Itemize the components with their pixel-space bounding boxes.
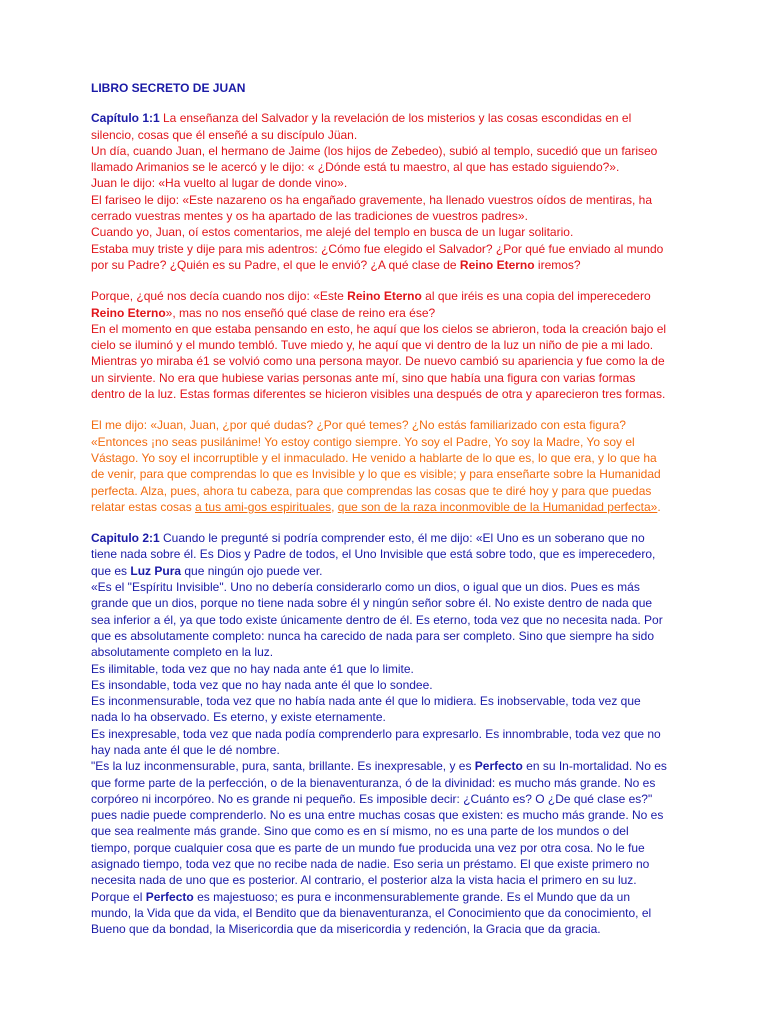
paragraph-gap: [91, 273, 670, 288]
paragraph: [91, 241, 670, 274]
paragraph: Un día, cuando Juan, el hermano de Jaime (los hijos de Zebedeo), subió al templo, sucedió que un fariseo llamado Arimanios se le acercó y le dijo: « ¿Dónde está tu maestro, al que has estado siguiendo?».: [91, 143, 658, 175]
paragraph: «Es el "Espíritu Invisible". Uno no debería considerarlo como un dios, o igual que un dios. Pues es más grande que un dios, porque no tiene nada sobre él y ningún señor sobre él. No existe dentro de nada que sea inferior a él, ya que todo existe únicamente dentro de él. Es eterno, toda vez que no necesita nada. Por que es absolutamente completo: nunca ha carecido de nada para ser completo. Sino que siempre ha sido absolutamente completo en la luz.: [91, 580, 663, 660]
emphasis-text: Reino Eterno: [347, 289, 422, 304]
paragraph-text: Estaba muy triste y dije para mis adentros: ¿Cómo fue elegido el Salvador? ¿Por qué fue enviado al mundo por su Padre? ¿Quién es su Padre, el que le envió? ¿A qué clase de: [91, 241, 664, 272]
paragraph-gap: [91, 402, 670, 417]
paragraph-text: «Entonces ¡no seas pusilánime! Yo estoy contigo siempre. Yo soy el Padre, Yo soy la Madre, Yo soy el Vástago. Yo soy el incorruptible y el inmaculado. He venido a hablarte de lo que es, lo que era, y lo que ha de venir, para que comprendas lo que es Invisible y lo que es visible; y para enseñarte sobre la Humanidad perfecta. Alza, pues, ahora tu cabeza, para que comprendas las cosas que te diré hoy y para que puedas relatar estas cosas: [91, 434, 661, 514]
emphasis-text: Perfecto: [145, 889, 194, 904]
paragraph-gap: [91, 515, 670, 530]
emphasis-text: Reino Eterno: [459, 257, 535, 272]
section-chapter-1: [91, 110, 670, 402]
section-vision-speech: [91, 417, 670, 515]
underlined-text: que son de la raza inconmovible de la Humanidad perfecta»: [337, 499, 658, 514]
paragraph-text: al que iréis es una copia del imperecedero: [421, 289, 651, 304]
paragraph: Cuando yo, Juan, oí estos comentarios, me alejé del templo en busca de un lugar solitario.: [91, 225, 574, 240]
paragraph-text: que ningún ojo puede ver.: [181, 563, 323, 578]
paragraph: [91, 288, 670, 321]
paragraph: Es inexpresable, toda vez que nada podía comprenderlo para expresarlo. Es innombrable, toda vez que no hay nada ante él que le dé nombre.: [91, 726, 661, 757]
paragraph-text: en su In-mortalidad. No es que forme parte de la perfección, o de la bienaventuranza, ó de la divinidad: es mucho más grande. No es corpóreo ni incorpóreo. No es grande ni pequeño. Es imposible decir: ¿Cuánto es? O ¿De qué clase es?" pues nadie puede comprenderlo. No es una entre muchas cosas que existen: es mucho más grande. No es que sea realmente más grande. Sino que como es en sí mismo, no es una parte de los mundos o del tiempo, porque cualquier cosa que es parte de un mundo fue producida una vez por otra cosa. No le fue asignado tiempo, toda vez que no recibe nada de nadie. Eso seria un préstamo. El que existe primero no necesita nada de uno que es posterior. Al contrario, el posterior alza la vista hacia el primero en su luz. Porque el: [91, 759, 667, 904]
paragraph: [91, 434, 670, 515]
paragraph-text: "Es la luz inconmensurable, pura, santa, brillante. Es inexpresable, y es: [91, 759, 475, 774]
emphasis-text: Reino Eterno: [91, 305, 166, 320]
paragraph: En el momento en que estaba pensando en esto, he aquí que los cielos se abrieron, toda la creación bajo el cielo se iluminó y el mundo tembló. Tuve miedo y, he aquí que vi dentro de la luz un niño de pie a mi lado. Mientras yo miraba é1 se volvió como una persona mayor. De nuevo cambió su apariencia y fue como la de un sirviente. No era que hubiese varias personas ante mí, sino que había una figura con varias formas dentro de la luz. Estas formas diferentes se hicieron visibles una después de otra y aparecieron tres formas.: [91, 321, 667, 402]
paragraph: El me dijo: «Juan, Juan, ¿por qué dudas? ¿Por qué temes? ¿No estás familiarizado con esta figura?: [91, 418, 626, 433]
paragraph: [91, 530, 670, 579]
paragraph: Es insondable, toda vez que no hay nada ante él que lo sondee.: [91, 677, 433, 692]
paragraph-text: .: [657, 499, 661, 514]
emphasis-text: Luz Pura: [130, 563, 182, 578]
chapter-label: Capítulo 1:1: [91, 111, 160, 126]
paragraph: El fariseo le dijo: «Este nazareno os ha engañado gravemente, ha llenado vuestros oídos de mentiras, ha cerrado vuestras mentes y os ha apartado de las tradiciones de vuestros padres».: [91, 192, 653, 224]
paragraph-text: La enseñanza del Salvador y la revelación de los misterios y las cosas escondidas en el silencio, cosas que él enseñé a su discípulo Jüan.: [91, 111, 632, 142]
document-title: LIBRO SECRETO DE JUAN: [91, 81, 246, 95]
paragraph: [91, 110, 670, 143]
section-chapter-2: [91, 530, 670, 937]
underlined-text: a tus ami-gos espirituales: [195, 499, 332, 514]
paragraph-text: es majestuoso; es pura e inconmensurablemente grande. Es el Mundo que da un mundo, la Vida que da vida, el Bendito que da bienaventuranza, el Conocimiento que da conocimiento, el Bueno que da bondad, la Misericordia que da misericordia y redención, la Gracia que da gracia.: [91, 889, 652, 937]
paragraph-text: iremos?: [534, 257, 581, 272]
paragraph-text: ,: [331, 499, 338, 514]
chapter-label: Capitulo 2:1: [91, 531, 160, 546]
paragraph: Es ilimitable, toda vez que no hay nada ante é1 que lo limite.: [91, 661, 414, 676]
paragraph: Juan le dijo: «Ha vuelto al lugar de donde vino».: [91, 176, 348, 191]
paragraph-text: Porque, ¿qué nos decía cuando nos dijo: «Este: [91, 289, 348, 304]
paragraph: [91, 758, 670, 937]
emphasis-text: Perfecto: [474, 759, 523, 774]
paragraph-text: », mas no nos enseñó qué clase de reino era ése?: [165, 305, 436, 320]
paragraph: Es inconmensurable, toda vez que no había nada ante él que lo midiera. Es inobservable, toda vez que nada lo ha observado. Es eterno, y existe eternamente.: [91, 694, 641, 725]
paragraph-text: Cuando le pregunté si podría comprender esto, él me dijo: «El Uno es un soberano que no tiene nada sobre él. Es Dios y Padre de todos, el Uno Invisible que está sobre todo, que es imperecedero, que es: [91, 531, 656, 578]
